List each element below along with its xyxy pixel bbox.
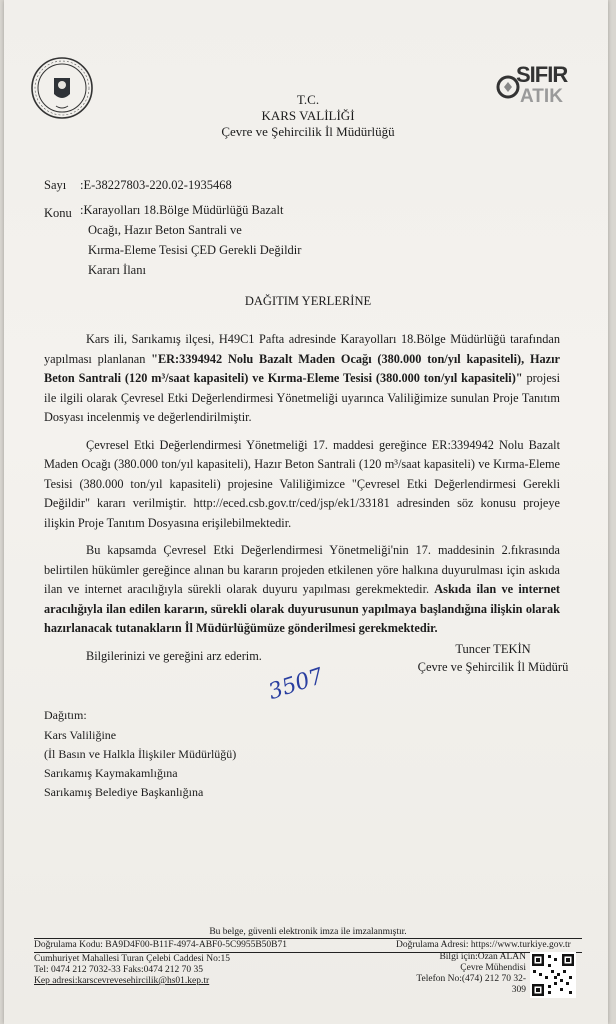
- header-institution: KARS VALİLİĞİ: [261, 108, 355, 123]
- kep-address: Kep adresi:karscevrevesehircilik@hs01.kep.tr: [34, 976, 210, 986]
- paragraph-1: [44, 330, 560, 428]
- verification-address: Doğrulama Adresi: https://www.turkiye.gov.tr: [396, 940, 571, 950]
- esign-note: Bu belge, güvenli elektronik imza ile imzalanmıştır.: [209, 927, 407, 937]
- header-tc: T.C.: [296, 92, 320, 107]
- konu-line: Ocağı, Hazır Beton Santrali ve: [88, 223, 242, 237]
- handwritten-number: 3507: [265, 663, 327, 706]
- contact-title: Çevre Mühendisi: [460, 963, 526, 973]
- paragraph-4: Bilgilerinizi ve gereğini arz ederim.: [86, 648, 262, 663]
- paragraph-2: Çevresel Etki Değerlendirmesi Yönetmeliği 17. maddesi gereğince ER:3394942 Nolu Bazalt Maden Ocağı (380.000 ton/yıl kapasiteli), Hazır Beton Santrali (120 m³/saat kapasiteli) ve Kırma-Eleme Tesisi (380.000 ton/yıl kapasiteli) projesine Valiliğimizce "Çevresel Etki Değerlendirmesi Gerekli Değildir" kararı verilmiştir. http://eced.csb.gov.tr/ced/jsp/ek1/33181 adresinden söz konusu projeye ilişkin Proje Tanıtım Dosyasına erişilebilmektedir.: [44, 437, 560, 530]
- project-title: "ER:3394942 Nolu Bazalt Maden Ocağı (380.000 ton/yıl kapasiteli), Hazır Beton Santrali (120 m³/saat kapasiteli) ve Kırma-Eleme Tesisi (380.000 ton/yıl kapasiteli)": [44, 351, 560, 385]
- logo-text-top: SIFIR: [516, 62, 568, 87]
- contact-phone: Telefon No:(474) 212 70 32-: [416, 974, 526, 984]
- distribution-label: Dağıtım:: [44, 708, 87, 722]
- signatory-title: Çevre ve Şehircilik İl Müdürü: [417, 660, 569, 674]
- distribution-item: Sarıkamış Kaymakamlığına: [44, 766, 178, 780]
- konu-line: Kararı İlanı: [88, 263, 146, 277]
- address-line: Cumhuriyet Mahallesi Turan Çelebi Caddesi No:15: [34, 954, 231, 964]
- distribution-item: Sarıkamış Belediye Başkanlığına: [44, 785, 204, 799]
- qr-code-icon: [530, 952, 576, 998]
- distribution-item: Kars Valiliğine: [44, 728, 117, 742]
- paragraph-3-text: Bu kapsamda Çevresel Etki Değerlendirmesi Yönetmeliği'nin 17. maddesinin 2.fıkrasında belirtilen hükümler gereğince alınan bu kararın projeden etkilenen yöre halkına duyurulması için askıda ilan ve internet aracılığıyla sürekli olarak duyuru yapılması gerekmektedir.: [44, 543, 560, 596]
- distribution-list: [44, 726, 236, 802]
- addressee: DAĞITIM YERLERİNE: [244, 294, 372, 308]
- sayi-label: Sayı: [44, 178, 67, 192]
- paragraph-1-text-end: projesi ile ilgili olarak Çevresel Etki Değerlendirmesi Yönetmeliği uyarınca Valiliğimize sunulan Proje Tanıtım Dosyası incelenmiş ve değerlendirilmiştir.: [44, 371, 560, 424]
- paragraph-3-emphasis: Askıda ilan ve internet aracılığıyla ilan edilen kararın, sürekli olarak duyurusunun yapılmaya başlandığına ilişkin olarak hazırlanacak tutanakların İl Müdürlüğümüze gönderilmesi gerekmektedir.: [44, 582, 561, 635]
- contact-name: Bilgi için:Ozan ALAN: [439, 952, 526, 962]
- sayi-value: :E-38227803-220.02-1935468: [80, 178, 232, 192]
- footer-divider: [34, 938, 582, 939]
- konu-line: :Karayolları 18.Bölge Müdürlüğü Bazalt: [80, 203, 284, 217]
- konu-line: Kırma-Eleme Tesisi ÇED Gerekli Değildir: [88, 243, 302, 257]
- signatory-name: Tuncer TEKİN: [455, 642, 531, 656]
- konu-label: Konu: [44, 206, 72, 220]
- contact-phone-ext: 309: [511, 985, 526, 995]
- distribution-item: (İl Basın ve Halkla İlişkiler Müdürlüğü): [44, 747, 237, 761]
- letter-body: [44, 330, 560, 674]
- phone-line: Tel: 0474 212 7032-33 Faks:0474 212 70 35: [34, 965, 204, 975]
- paragraph-1-text: Kars ili, Sarıkamış ilçesi, H49C1 Pafta adresinde Karayolları 18.Bölge Müdürlüğü tarafından yapılması planlanan: [44, 332, 560, 366]
- verification-code: Doğrulama Kodu: BA9D4F00-B11F-4974-ABF0-5C9955B50B71: [34, 940, 287, 950]
- logo-text-bottom: ATIK: [520, 86, 563, 107]
- header-department: Çevre ve Şehircilik İl Müdürlüğü: [221, 124, 395, 139]
- paragraph-3: [44, 541, 560, 639]
- konu-value: [80, 200, 301, 280]
